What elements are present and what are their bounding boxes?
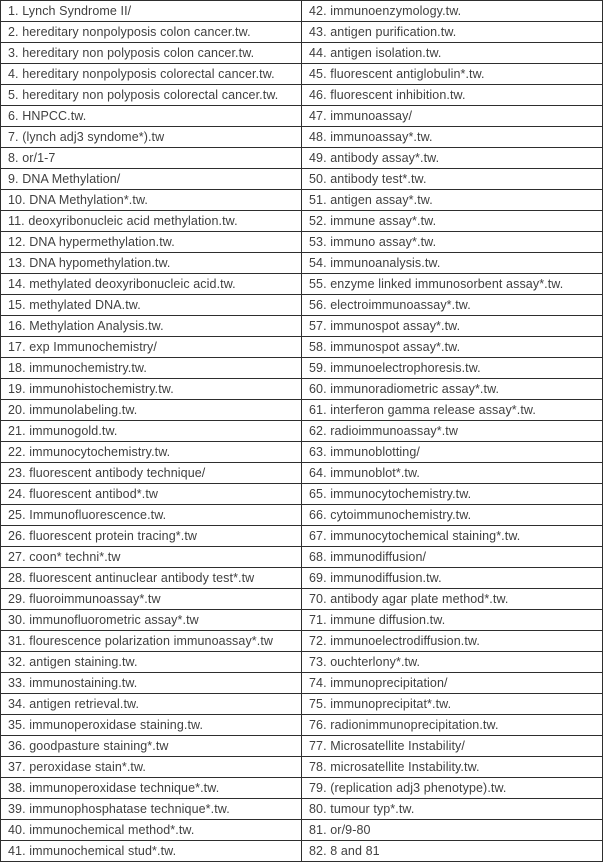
table-row xyxy=(1,484,603,505)
search-term-cell: 4. hereditary nonpolyposis colorectal cancer.tw. xyxy=(1,64,302,85)
search-term-cell: 75. immunoprecipitat*.tw. xyxy=(302,694,603,715)
search-term-cell: 54. immunoanalysis.tw. xyxy=(302,253,603,274)
search-term-cell: 61. interferon gamma release assay*.tw. xyxy=(302,400,603,421)
search-term-cell: 29. fluoroimmunoassay*.tw xyxy=(1,589,302,610)
search-term-cell: 76. radionimmunoprecipitation.tw. xyxy=(302,715,603,736)
table-row xyxy=(1,547,603,568)
search-term-cell: 13. DNA hypomethylation.tw. xyxy=(1,253,302,274)
search-term-cell: 34. antigen retrieval.tw. xyxy=(1,694,302,715)
table-row xyxy=(1,64,603,85)
search-term-cell: 18. immunochemistry.tw. xyxy=(1,358,302,379)
search-term-cell: 33. immunostaining.tw. xyxy=(1,673,302,694)
table-row xyxy=(1,211,603,232)
search-term-cell: 57. immunospot assay*.tw. xyxy=(302,316,603,337)
search-term-cell: 11. deoxyribonucleic acid methylation.tw. xyxy=(1,211,302,232)
search-term-cell: 39. immunophosphatase technique*.tw. xyxy=(1,799,302,820)
search-term-cell: 59. immunoelectrophoresis.tw. xyxy=(302,358,603,379)
search-term-cell: 41. immunochemical stud*.tw. xyxy=(1,841,302,862)
search-term-cell: 40. immunochemical method*.tw. xyxy=(1,820,302,841)
search-term-cell: 20. immunolabeling.tw. xyxy=(1,400,302,421)
table-row xyxy=(1,295,603,316)
table-row xyxy=(1,610,603,631)
table-row xyxy=(1,1,603,22)
search-term-cell: 55. enzyme linked immunosorbent assay*.tw. xyxy=(302,274,603,295)
table-row xyxy=(1,190,603,211)
table-row xyxy=(1,232,603,253)
search-term-cell: 12. DNA hypermethylation.tw. xyxy=(1,232,302,253)
search-term-cell: 35. immunoperoxidase staining.tw. xyxy=(1,715,302,736)
search-term-cell: 7. (lynch adj3 syndome*).tw xyxy=(1,127,302,148)
search-term-cell: 52. immune assay*.tw. xyxy=(302,211,603,232)
table-row xyxy=(1,379,603,400)
search-term-cell: 74. immunoprecipitation/ xyxy=(302,673,603,694)
search-term-cell: 49. antibody assay*.tw. xyxy=(302,148,603,169)
search-term-cell: 42. immunoenzymology.tw. xyxy=(302,1,603,22)
search-term-cell: 80. tumour typ*.tw. xyxy=(302,799,603,820)
search-term-cell: 77. Microsatellite Instability/ xyxy=(302,736,603,757)
table-row xyxy=(1,652,603,673)
table-row xyxy=(1,715,603,736)
search-term-cell: 58. immunospot assay*.tw. xyxy=(302,337,603,358)
search-term-cell: 82. 8 and 81 xyxy=(302,841,603,862)
search-term-cell: 51. antigen assay*.tw. xyxy=(302,190,603,211)
table-row xyxy=(1,127,603,148)
search-strategy-rows xyxy=(1,1,603,862)
search-term-cell: 17. exp Immunochemistry/ xyxy=(1,337,302,358)
search-term-cell: 78. microsatellite Instability.tw. xyxy=(302,757,603,778)
search-term-cell: 66. cytoimmunochemistry.tw. xyxy=(302,505,603,526)
search-term-cell: 68. immunodiffusion/ xyxy=(302,547,603,568)
table-row xyxy=(1,442,603,463)
search-term-cell: 31. flourescence polarization immunoassay*.tw xyxy=(1,631,302,652)
search-term-cell: 62. radioimmunoassay*.tw xyxy=(302,421,603,442)
search-term-cell: 6. HNPCC.tw. xyxy=(1,106,302,127)
search-term-cell: 56. electroimmunoassay*.tw. xyxy=(302,295,603,316)
search-term-cell: 28. fluorescent antinuclear antibody test*.tw xyxy=(1,568,302,589)
table-row xyxy=(1,778,603,799)
search-term-cell: 69. immunodiffusion.tw. xyxy=(302,568,603,589)
search-term-cell: 30. immunofluorometric assay*.tw xyxy=(1,610,302,631)
search-term-cell: 36. goodpasture staining*.tw xyxy=(1,736,302,757)
search-term-cell: 50. antibody test*.tw. xyxy=(302,169,603,190)
search-term-cell: 24. fluorescent antibod*.tw xyxy=(1,484,302,505)
search-term-cell: 32. antigen staining.tw. xyxy=(1,652,302,673)
search-term-cell: 3. hereditary non polyposis colon cancer.tw. xyxy=(1,43,302,64)
table-row xyxy=(1,799,603,820)
search-term-cell: 71. immune diffusion.tw. xyxy=(302,610,603,631)
table-row xyxy=(1,463,603,484)
table-row xyxy=(1,505,603,526)
table-row xyxy=(1,169,603,190)
search-term-cell: 67. immunocytochemical staining*.tw. xyxy=(302,526,603,547)
search-term-cell: 45. fluorescent antiglobulin*.tw. xyxy=(302,64,603,85)
search-term-cell: 8. or/1-7 xyxy=(1,148,302,169)
table-row xyxy=(1,43,603,64)
search-term-cell: 63. immunoblotting/ xyxy=(302,442,603,463)
table-row xyxy=(1,673,603,694)
search-term-cell: 5. hereditary non polyposis colorectal cancer.tw. xyxy=(1,85,302,106)
search-term-cell: 43. antigen purification.tw. xyxy=(302,22,603,43)
search-term-cell: 14. methylated deoxyribonucleic acid.tw. xyxy=(1,274,302,295)
search-term-cell: 79. (replication adj3 phenotype).tw. xyxy=(302,778,603,799)
search-term-cell: 16. Methylation Analysis.tw. xyxy=(1,316,302,337)
table-row xyxy=(1,148,603,169)
search-term-cell: 65. immunocytochemistry.tw. xyxy=(302,484,603,505)
search-term-cell: 25. Immunofluorescence.tw. xyxy=(1,505,302,526)
search-term-cell: 19. immunohistochemistry.tw. xyxy=(1,379,302,400)
table-row xyxy=(1,526,603,547)
search-term-cell: 10. DNA Methylation*.tw. xyxy=(1,190,302,211)
search-term-cell: 2. hereditary nonpolyposis colon cancer.tw. xyxy=(1,22,302,43)
table-row xyxy=(1,820,603,841)
search-term-cell: 44. antigen isolation.tw. xyxy=(302,43,603,64)
table-row xyxy=(1,358,603,379)
table-row xyxy=(1,631,603,652)
search-term-cell: 81. or/9-80 xyxy=(302,820,603,841)
search-term-cell: 46. fluorescent inhibition.tw. xyxy=(302,85,603,106)
table-row xyxy=(1,421,603,442)
search-term-cell: 15. methylated DNA.tw. xyxy=(1,295,302,316)
search-term-cell: 21. immunogold.tw. xyxy=(1,421,302,442)
table-row xyxy=(1,22,603,43)
search-term-cell: 1. Lynch Syndrome II/ xyxy=(1,1,302,22)
table-row xyxy=(1,589,603,610)
table-row xyxy=(1,316,603,337)
table-row xyxy=(1,274,603,295)
search-term-cell: 60. immunoradiometric assay*.tw. xyxy=(302,379,603,400)
search-term-cell: 22. immunocytochemistry.tw. xyxy=(1,442,302,463)
search-term-cell: 53. immuno assay*.tw. xyxy=(302,232,603,253)
search-term-cell: 9. DNA Methylation/ xyxy=(1,169,302,190)
table-row xyxy=(1,253,603,274)
search-term-cell: 48. immunoassay*.tw. xyxy=(302,127,603,148)
search-term-cell: 72. immunoelectrodiffusion.tw. xyxy=(302,631,603,652)
table-row xyxy=(1,568,603,589)
search-term-cell: 26. fluorescent protein tracing*.tw xyxy=(1,526,302,547)
table-row xyxy=(1,736,603,757)
search-term-cell: 27. coon* techni*.tw xyxy=(1,547,302,568)
search-term-cell: 47. immunoassay/ xyxy=(302,106,603,127)
search-term-cell: 37. peroxidase stain*.tw. xyxy=(1,757,302,778)
table-row xyxy=(1,106,603,127)
search-term-cell: 70. antibody agar plate method*.tw. xyxy=(302,589,603,610)
table-row xyxy=(1,841,603,862)
search-term-cell: 64. immunoblot*.tw. xyxy=(302,463,603,484)
search-term-cell: 23. fluorescent antibody technique/ xyxy=(1,463,302,484)
table-row xyxy=(1,400,603,421)
search-term-cell: 73. ouchterlony*.tw. xyxy=(302,652,603,673)
search-term-cell: 38. immunoperoxidase technique*.tw. xyxy=(1,778,302,799)
table-row xyxy=(1,694,603,715)
table-row xyxy=(1,85,603,106)
table-row xyxy=(1,337,603,358)
table-row xyxy=(1,757,603,778)
